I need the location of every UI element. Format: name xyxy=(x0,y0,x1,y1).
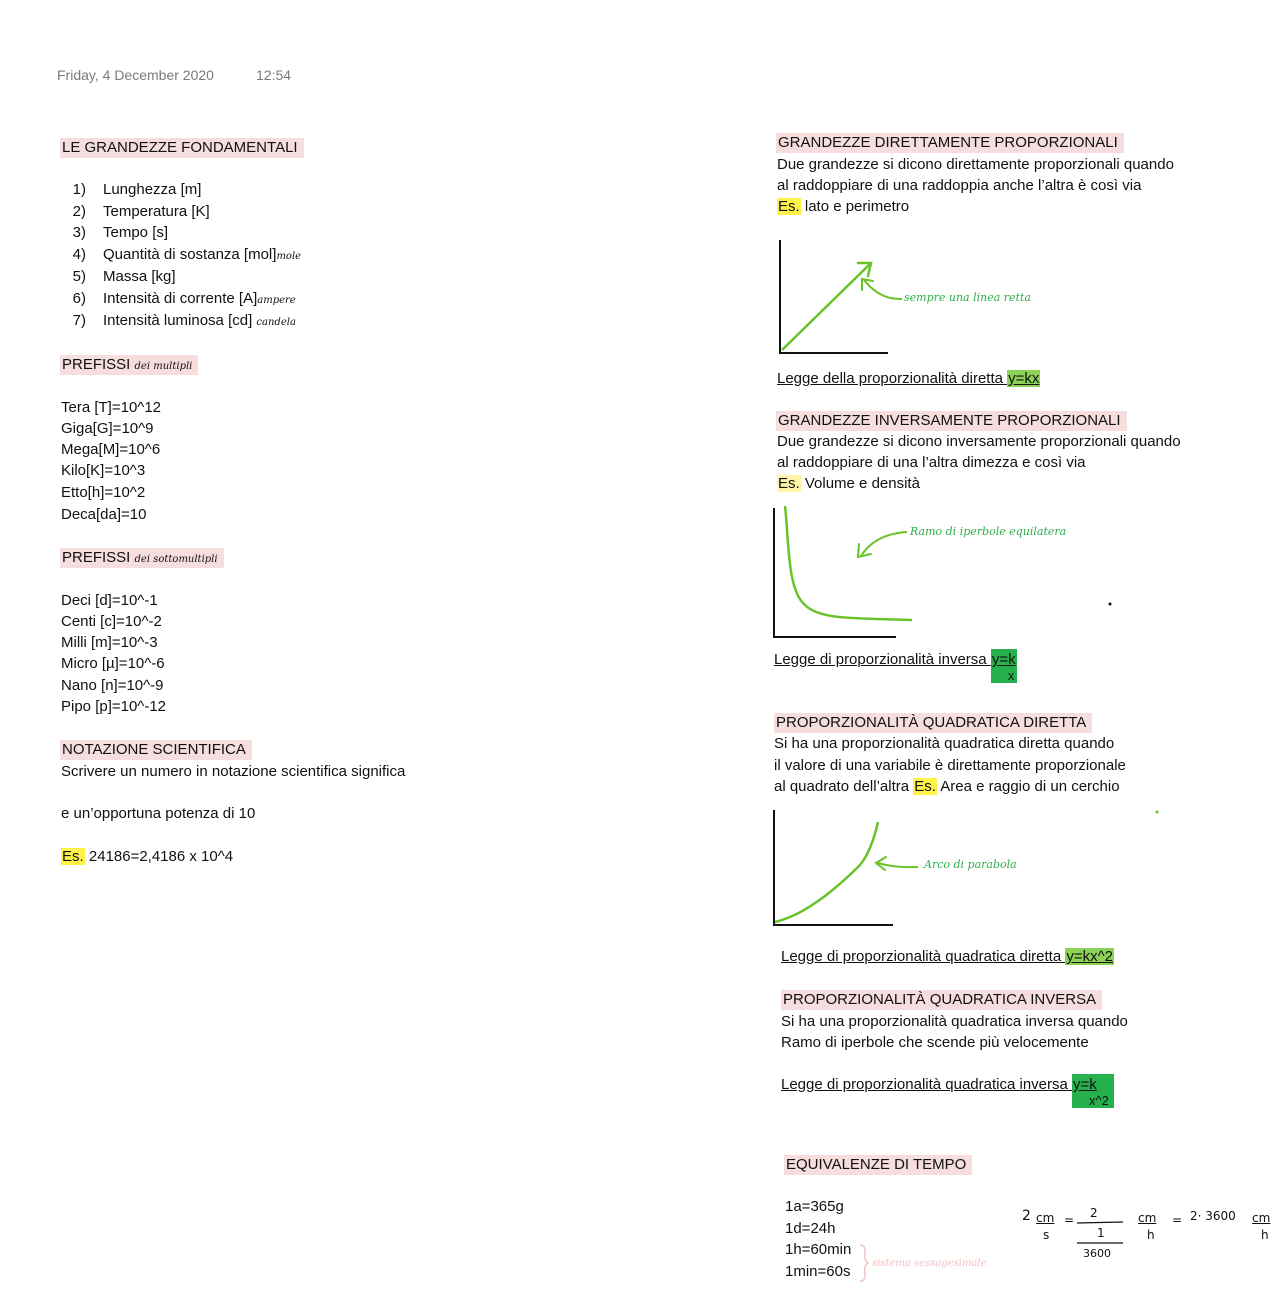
formula: y=kx^2 xyxy=(1066,948,1113,965)
submultiples-heading xyxy=(60,547,224,570)
graph-curve xyxy=(785,506,912,620)
quad-direct-law: Legge di proporzionalità quadratica diretta y=kx^2 xyxy=(781,948,1113,965)
quad-direct-text: il valore di una variabile è direttamente proporzionale xyxy=(774,757,1126,774)
list-item: Kilo[K]=10^3 xyxy=(61,462,146,479)
list-item: Etto[h]=10^2 xyxy=(61,484,146,501)
quad-direct-annotation: Arco di parabola xyxy=(924,858,1017,871)
list-item: 2) Temperatura [K] xyxy=(72,203,210,220)
handwritten-note: mole xyxy=(276,251,302,262)
list-item: 4) Quantità di sostanza [mol]mole xyxy=(72,246,302,263)
list-item: Centi [c]=10^-2 xyxy=(61,613,162,630)
quad-inverse-title: PROPORZIONALITÀ QUADRATICA INVERSA xyxy=(781,990,1102,1010)
inverse-annotation: Ramo di iperbole equilatera xyxy=(910,525,1067,538)
notation-title: NOTAZIONE SCIENTIFICA xyxy=(60,740,252,760)
direct-example: Es. lato e perimetro xyxy=(778,198,910,215)
list-item: 1a=365g xyxy=(785,1198,844,1215)
direct-heading xyxy=(776,132,1124,153)
list-item: 7) Intensità luminosa [cd] candela xyxy=(72,312,296,329)
multiples-heading xyxy=(60,354,198,377)
fundamentals-heading xyxy=(60,137,304,158)
stray-dot xyxy=(1109,603,1112,606)
list-item: 3) Tempo [s] xyxy=(72,224,169,241)
direct-text: Due grandezze si dicono direttamente proporzionali quando xyxy=(777,156,1174,173)
list-item: 1h=60min xyxy=(785,1241,852,1258)
formula: $\frac{y=k}{x}$ xyxy=(991,651,1016,683)
direct-law: Legge della proporzionalità diretta y=kx xyxy=(777,370,1040,387)
list-item: Mega[M]=10^6 xyxy=(61,441,161,458)
list-item: 5) Massa [kg] xyxy=(72,268,176,285)
handwritten-note: ampere xyxy=(257,295,296,306)
inverse-graph xyxy=(765,500,1125,645)
list-item: Nano [n]=10^-9 xyxy=(61,677,164,694)
direct-annotation: sempre una linea retta xyxy=(904,291,1031,304)
list-item: Tera [T]=10^12 xyxy=(61,399,162,416)
inverse-text: Due grandezze si dicono inversamente proporzionali quando xyxy=(777,433,1181,450)
list-item: Pipo [p]=10^-12 xyxy=(61,698,167,715)
note-date: Friday, 4 December 2020 xyxy=(57,67,214,83)
direct-title: GRANDEZZE DIRETTAMENTE PROPORZIONALI xyxy=(776,133,1124,153)
list-item: 1d=24h xyxy=(785,1220,836,1237)
quad-inverse-heading xyxy=(781,989,1102,1010)
list-item: Deci [d]=10^-1 xyxy=(61,592,158,609)
notation-text: Scrivere un numero in notazione scientifica significa xyxy=(61,763,406,780)
list-item: 1) Lunghezza [m] xyxy=(72,181,202,198)
es-label: Es. xyxy=(778,198,800,215)
quad-inverse-text: Si ha una proporzionalità quadratica inversa quando xyxy=(781,1013,1128,1030)
inverse-title: GRANDEZZE INVERSAMENTE PROPORZIONALI xyxy=(776,411,1127,431)
brace-icon xyxy=(858,1243,870,1283)
quad-inverse-law: Legge di proporzionalità quadratica inversa y=k x^2 xyxy=(781,1074,1114,1108)
notation-heading xyxy=(60,739,252,760)
list-item: 6) Intensità di corrente [A]ampere xyxy=(72,290,296,307)
list-item: Giga[G]=10^9 xyxy=(61,420,154,437)
note-time: 12:54 xyxy=(256,67,292,83)
time-note: sistema sessagesimale xyxy=(872,1258,987,1269)
handwritten-note: candela xyxy=(256,317,296,328)
formula: y=k x^2 xyxy=(1072,1074,1114,1108)
inverse-example: Es. Volume e densità xyxy=(778,475,920,492)
list-item: Deca[da]=10 xyxy=(61,506,147,523)
list-item: 1min=60s xyxy=(785,1263,851,1280)
notation-text: e un’opportuna potenza di 10 xyxy=(61,805,256,822)
quad-direct-title: PROPORZIONALITÀ QUADRATICA DIRETTA xyxy=(774,713,1092,733)
annotation-arrow xyxy=(878,863,918,867)
graph-axes xyxy=(774,810,893,925)
annotation-arrow xyxy=(864,280,902,299)
es-label: Es. xyxy=(62,848,84,865)
quad-direct-heading xyxy=(774,712,1092,733)
quad-direct-text: Si ha una proporzionalità quadratica diretta quando xyxy=(774,735,1115,752)
formula: y=kx xyxy=(1008,370,1040,387)
notation-example: Es. 24186=2,4186 x 10^4 xyxy=(62,848,234,865)
graph-line xyxy=(782,264,870,350)
graph-curve xyxy=(775,822,878,922)
time-title: EQUIVALENZE DI TEMPO xyxy=(784,1155,972,1175)
direct-text: al raddoppiare di una raddoppia anche l’altra è così via xyxy=(777,177,1142,194)
list-item: Micro [µ]=10^-6 xyxy=(61,655,165,672)
stray-dot xyxy=(1156,811,1159,814)
inverse-text: al raddoppiare di una l’altra dimezza e così via xyxy=(777,454,1086,471)
inverse-law: Legge di proporzionalità inversa $\frac{y=k}{x}$ xyxy=(774,651,1016,683)
inverse-heading xyxy=(776,410,1127,431)
fundamentals-title: LE GRANDEZZE FONDAMENTALI xyxy=(60,138,304,158)
es-label: Es. xyxy=(778,475,800,492)
quad-inverse-text: Ramo di iperbole che scende più velocemente xyxy=(781,1034,1089,1051)
list-item: Milli [m]=10^-3 xyxy=(61,634,158,651)
quad-direct-example: al quadrato dell’altra Es. Area e raggio di un cerchio xyxy=(774,778,1120,795)
annotation-arrow xyxy=(861,532,907,556)
es-label: Es. xyxy=(914,778,936,795)
submultiples-title: PREFISSI dei sottomultipli xyxy=(60,548,224,568)
multiples-title: PREFISSI dei multipli xyxy=(60,355,198,375)
time-heading xyxy=(784,1154,972,1175)
